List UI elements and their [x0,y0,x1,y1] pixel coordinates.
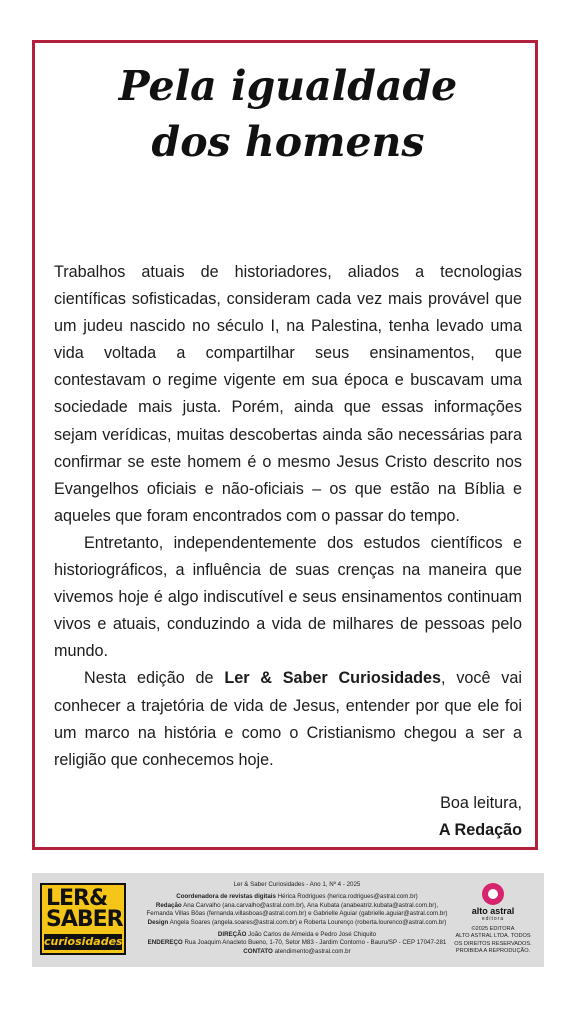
closing-text: Boa leitura, [440,794,522,812]
signature [439,790,522,844]
paragraph-1: Trabalhos atuais de historiadores, aliados a tecnologias científicas sofisticadas, consideram cada vez mais provável que um judeu nascido no século I, na Palestina, tenha levado uma vida voltada a compartilhar seus ensinamentos, que contestavam o regime vigente em sua época e buscavam uma sociedade mais justa. Porém, ainda que essas informações sejam verídicas, muitas descobertas ainda são necessárias para confirmar se este homem é o mesmo Jesus Cristo descrito nos Evangelhos oficiais e não-oficiais – os que estão na Bíblia e aqueles que foram encontrados com o passar do tempo. [54,263,522,525]
logo-line-3: curiosidades [44,935,123,948]
address-value: Rua Joaquim Anacleto Bueno, 1-70, Setor M83 - Jardim Contorno - Bauru/SP - CEP 17047-281 [182,939,447,947]
publisher-block [448,883,538,956]
contact-label: CONTATO [243,947,273,955]
direction-line [132,931,462,939]
rights-line-4: PROIBIDA A REPRODUÇÃO. [455,948,531,955]
rights-line-3: OS DIREITOS RESERVADOS. [454,940,532,947]
editorial-line-2: Fernanda Villas Bôas (fernanda.villasboas@astral.com.br) e Gabrielle Aguiar (gabrielle.aguiar@astral.com.br) [146,910,448,918]
page-title [0,58,576,170]
design-line [132,919,462,927]
publisher-name: alto astral [471,906,515,916]
coordinator-value: Hérica Rodrigues (herica.rodrigues@astral.com.br) [275,893,418,901]
publisher-subtitle: editora [481,916,505,922]
rights-line-1: ©2025 EDITORA [471,926,515,932]
direction-value: João Carlos de Almeida e Pedro José Chiquito [246,931,377,939]
editorial-value: Ana Carvalho (ana.carvalho@astral.com.br), Ana Kubata (anabeatriz.kubata@astral.com.br), [181,901,439,909]
contact-value: atendimento@astral.com.br [272,947,351,955]
ler-saber-logo [40,883,126,955]
alto-astral-logo-icon [482,883,504,905]
design-label: Design [147,918,169,926]
direction-label: DIREÇÃO [217,931,247,939]
contact-line [132,948,462,956]
editorial-body [54,259,522,774]
paragraph-3-end: , você vai conhecer a trajetória de vida de Jesus, entender por que ele foi um marco na história e como o Cristianismo chegou a ser a religião que conhecemos hoje. [54,669,522,769]
magazine-name: Ler & Saber Curiosidades [224,669,442,688]
logo-line-2: SABER [46,907,123,932]
rights-line-2: ALTO ASTRAL LTDA. TODOS [455,933,531,940]
address-label: ENDEREÇO [147,939,183,947]
title-line-1: Pela igualdade [118,62,458,110]
coordinator-line [132,893,462,901]
editorial-line [132,902,462,910]
coordinator-label: Coordenadora de revistas digitais [176,893,276,901]
title-line-2: dos homens [151,118,425,166]
editorial-label: Redação [155,901,182,909]
paragraph-3 [54,665,522,773]
edition-line: Ler & Saber Curiosidades - Ano 1, Nº 4 - 2025 [233,881,361,888]
paragraph-3-start: Nesta edição de [84,669,225,688]
credits-footer [32,873,544,967]
author-name: A Redação [438,821,522,839]
logo-line-1: LER& [46,886,108,911]
address-line [132,939,462,947]
credits-text [132,881,462,956]
design-value: Angela Soares (angela.soares@astral.com.br) e Roberta Lourenço (roberta.lourenco@astral.com.br) [168,918,447,926]
paragraph-2: Entretanto, independentemente dos estudos científicos e historiográficos, a influência de suas crenças na maneira que vivemos hoje é algo indiscutível e seus ensinamentos continuam vivos e atuais, conduzindo a vida de milhares de pessoas pelo mundo. [54,533,522,661]
